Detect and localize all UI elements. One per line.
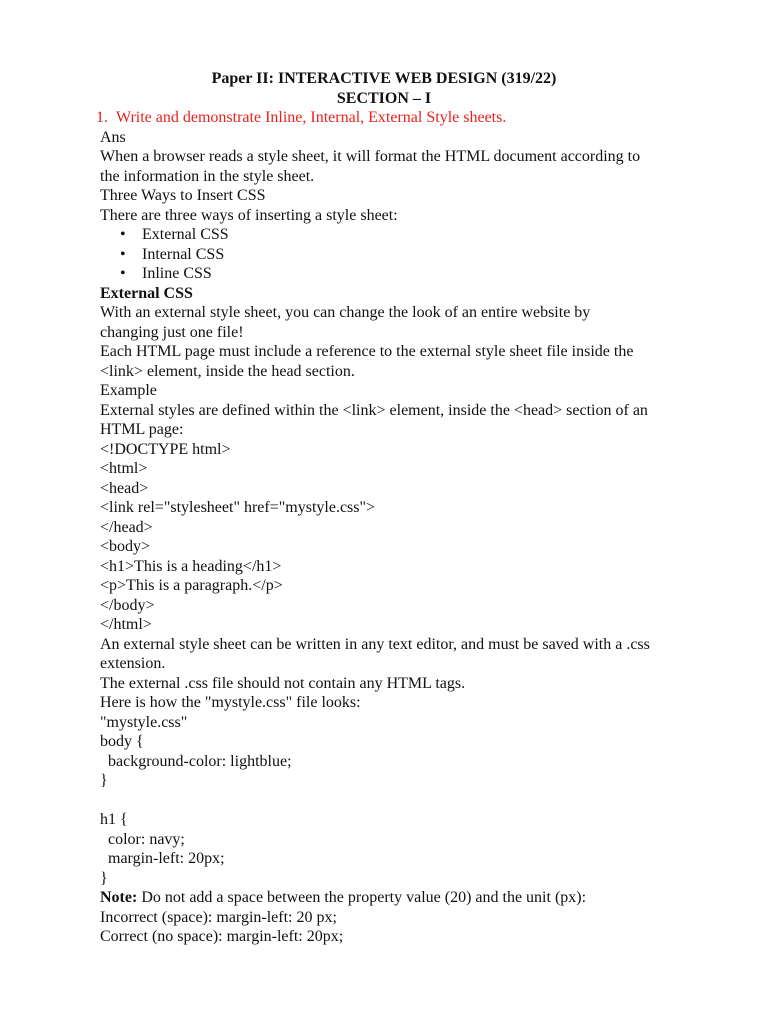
note-text: Do not add a space between the property value (20) and the unit (px): [137,889,587,906]
css-code-line: margin-left: 20px; [100,850,225,867]
paragraph-line: With an external style sheet, you can change the look of an entire website by [100,304,591,321]
css-code-line: background-color: lightblue; [100,752,292,770]
external-css-heading: External CSS [100,284,193,302]
answer-label: Ans [100,128,126,146]
code-line: <html> [100,460,148,477]
list-item: • Inline CSS [120,265,212,282]
css-code-line: color: navy; [100,830,185,848]
code-line: </html> [100,616,152,633]
code-line: <!DOCTYPE html> [100,440,231,458]
list-item: • Internal CSS [120,245,225,263]
code-line: <p>This is a paragraph.</p> [100,577,283,594]
answer-body [100,128,700,947]
paragraph-line: <link> element, inside the head section. [100,362,355,380]
css-code-line: body { [100,733,144,750]
example-label: Example [100,382,157,399]
correct-example: Correct (no space): margin-left: 20px; [100,928,344,945]
code-line: <link rel="stylesheet" href="mystyle.css"> [100,499,376,516]
paragraph-line: Each HTML page must include a reference to the external style sheet file inside the [100,343,634,360]
paragraph-line: extension. [100,655,166,672]
paragraph-line: An external style sheet can be written in any text editor, and must be saved with a .css [100,635,650,653]
subheading: Three Ways to Insert CSS [100,187,266,204]
paragraph-line: External styles are defined within the <link> element, inside the <head> section of an [100,401,648,419]
question-1 [96,108,506,128]
bullet-icon: • [120,265,126,282]
list-item: • External CSS [120,226,229,243]
css-filename: "mystyle.css" [100,713,188,731]
question-text: Write and demonstrate Inline, Internal, External Style sheets. [116,109,507,126]
css-code-line: h1 { [100,811,128,828]
paragraph-line: The external .css file should not contain any HTML tags. [100,674,466,692]
code-line: <body> [100,538,151,555]
code-line: <head> [100,479,149,497]
code-line: <h1>This is a heading</h1> [100,557,282,575]
paragraph-line: changing just one file! [100,323,244,341]
css-code-line: } [100,772,108,789]
section-heading: SECTION – I [336,89,432,107]
paragraph-line: Here is how the "mystyle.css" file looks: [100,694,361,711]
paragraph-line: the information in the style sheet. [100,167,315,185]
bullet-icon: • [120,226,126,243]
paragraph-line: HTML page: [100,421,184,438]
code-line: </body> [100,596,155,614]
note-label: Note: [100,889,138,906]
paragraph-line: When a browser reads a style sheet, it will format the HTML document according to [100,148,641,165]
bullet-icon: • [120,245,126,263]
paper-title: Paper II: INTERACTIVE WEB DESIGN (319/22) [211,70,557,87]
paragraph-line: There are three ways of inserting a style sheet: [100,206,398,224]
question-number: 1. [96,109,108,126]
css-code-line: } [100,869,108,887]
blank-line [100,791,700,811]
note-line [100,888,700,908]
code-line: </head> [100,518,153,536]
incorrect-example: Incorrect (space): margin-left: 20 px; [100,908,337,926]
